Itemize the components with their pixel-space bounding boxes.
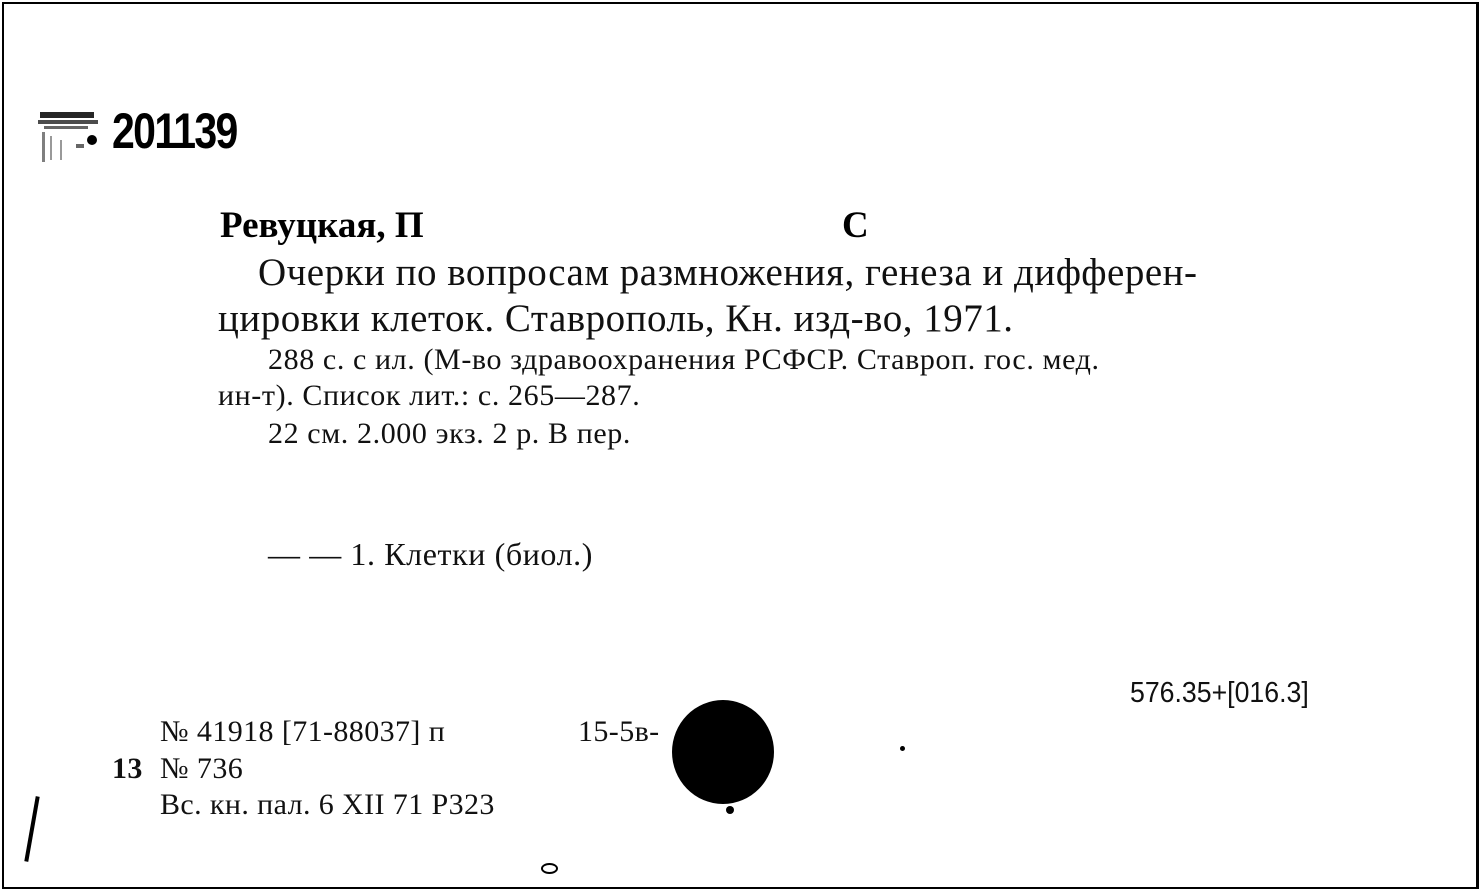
bib-record-number: № 41918 [71-88037] п <box>160 715 446 748</box>
udc-index: 576.35+[016.3] <box>1130 677 1309 709</box>
accession-number: 201139 <box>112 103 237 159</box>
title-line-1: Очерки по вопросам размножения, генеза и дифферен- <box>258 251 1198 294</box>
description-line-2: ин-т). Список лит.: с. 265—287. <box>218 379 641 412</box>
library-stamp-mark <box>36 106 108 168</box>
bib-chamber-line: Вс. кн. пал. 6 XII 71 Р323 <box>160 788 495 821</box>
bib-print-code: 15-5в- <box>578 715 660 748</box>
punch-hole-blot <box>672 700 774 804</box>
title-line-2: цировки клеток. Ставрополь, Кн. изд-во, 1971. <box>218 297 1014 340</box>
bottom-ink-mark <box>541 863 558 874</box>
bib-line-prefix: 13 <box>112 752 143 785</box>
ink-speck <box>900 746 905 751</box>
ink-speck <box>726 806 734 814</box>
subject-heading: — — 1. Клетки (биол.) <box>268 536 594 572</box>
bib-card-number: № 736 <box>160 752 244 785</box>
classification-mark: С <box>842 205 869 246</box>
author-name: Ревуцкая, П <box>220 205 424 246</box>
description-line-1: 288 с. с ил. (М-во здравоохранения РСФСР. Ставроп. гос. мед. <box>268 343 1100 376</box>
description-line-3: 22 см. 2.000 экз. 2 р. В пер. <box>268 417 631 450</box>
